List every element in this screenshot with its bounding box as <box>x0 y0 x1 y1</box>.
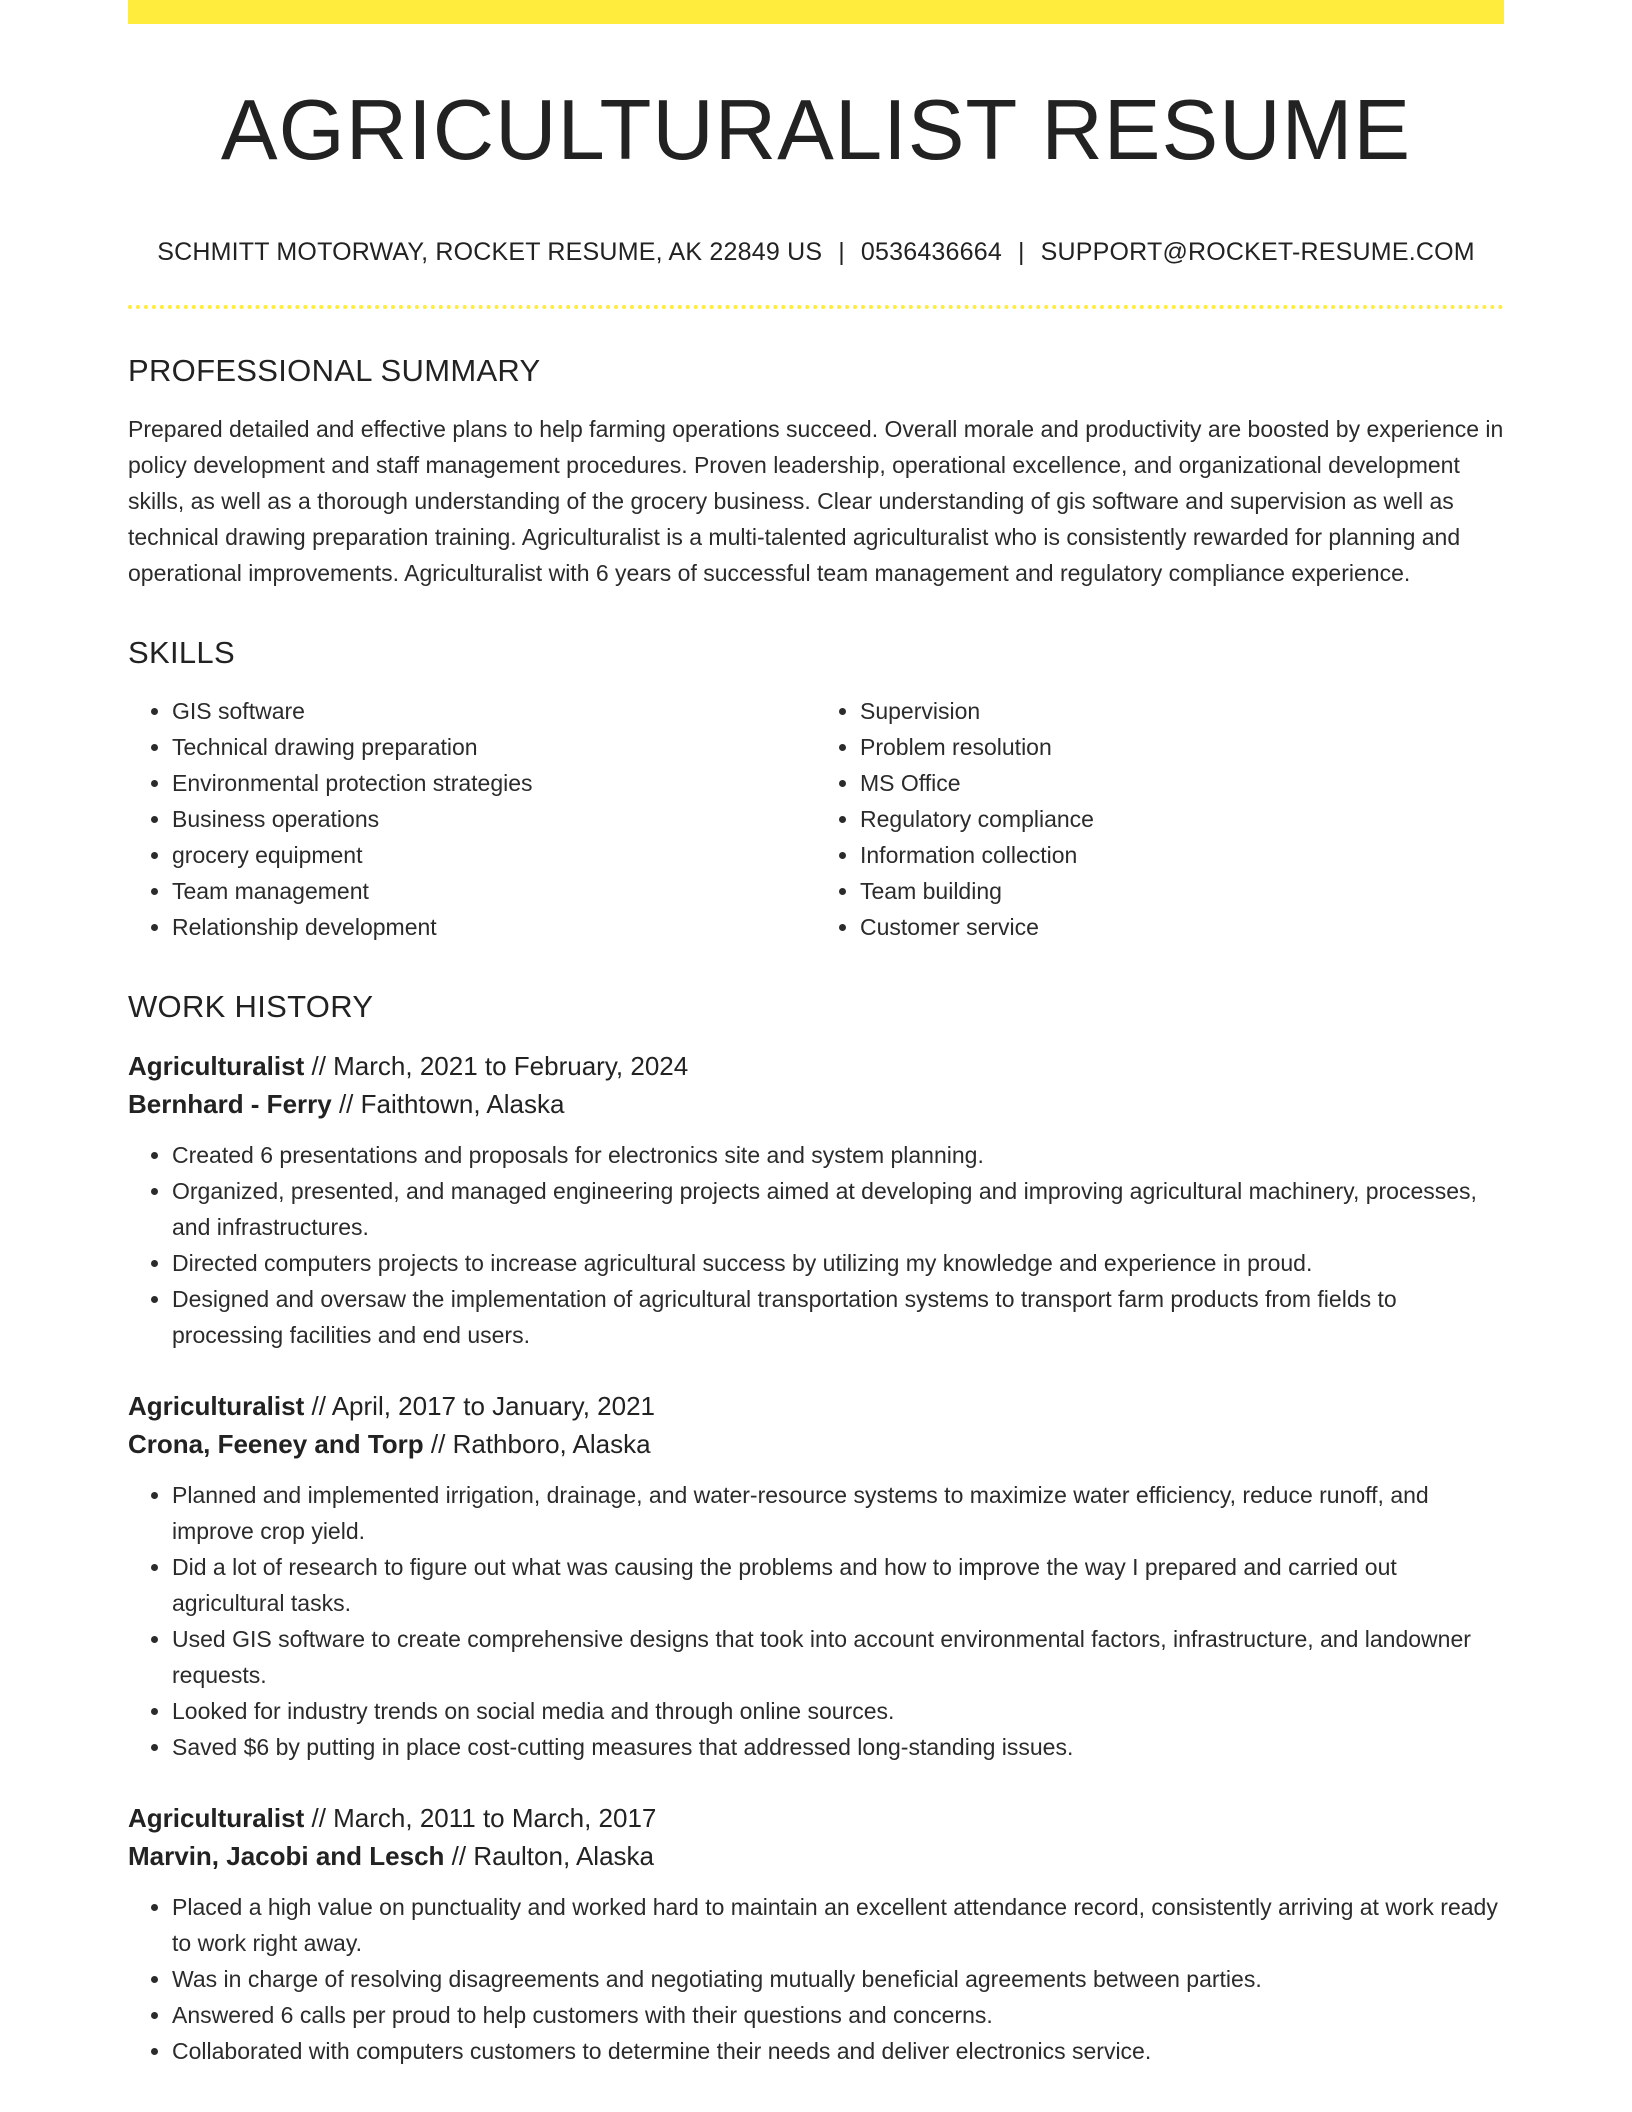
top-accent-bar <box>128 0 1504 24</box>
skill-item: • Information collection <box>860 837 1504 873</box>
job-bullet: • Looked for industry trends on social media and through online sources. <box>172 1693 1504 1729</box>
job-company: Bernhard - Ferry <box>128 1088 332 1119</box>
job-bullet: • Answered 6 calls per proud to help customers with their questions and concerns. <box>172 1997 1504 2033</box>
skills-list-left <box>128 693 816 945</box>
skills-heading: SKILLS <box>128 634 235 670</box>
summary-heading: PROFESSIONAL SUMMARY <box>128 352 541 388</box>
job-title-line <box>128 1387 1504 1425</box>
job-title: Agriculturalist <box>128 1802 305 1833</box>
skills-list-right <box>816 693 1504 945</box>
dotted-divider <box>128 305 1504 309</box>
job-entry <box>128 1047 1504 1353</box>
skill-item: • grocery equipment <box>172 837 816 873</box>
job-title: Agriculturalist <box>128 1390 305 1421</box>
skill-item: • Relationship development <box>172 909 816 945</box>
contact-line <box>128 238 1504 267</box>
work-history-heading: WORK HISTORY <box>128 988 374 1024</box>
job-bullet: • Was in charge of resolving disagreements and negotiating mutually beneficial agreements between parties. <box>172 1961 1504 1997</box>
job-bullet: • Organized, presented, and managed engineering projects aimed at developing and improving agricultural machinery, processes, and infrastructures. <box>172 1173 1504 1245</box>
contact-email: SUPPORT@ROCKET-RESUME.COM <box>1040 237 1475 266</box>
job-bullet: • Created 6 presentations and proposals for electronics site and system planning. <box>172 1137 1504 1173</box>
job-bullets <box>128 1137 1504 1353</box>
contact-address: SCHMITT MOTORWAY, ROCKET RESUME, AK 22849 US <box>157 237 823 266</box>
skills-grid <box>128 693 1504 945</box>
job-company-line <box>128 1837 1504 1875</box>
resume-page <box>128 0 1504 2069</box>
job-bullet: • Planned and implemented irrigation, drainage, and water-resource systems to maximize water efficiency, reduce runoff, and improve crop yield. <box>172 1477 1504 1549</box>
skill-item: • Business operations <box>172 801 816 837</box>
job-title-line <box>128 1047 1504 1085</box>
job-bullet: • Placed a high value on punctuality and worked hard to maintain an excellent attendance record, consistently arriving at work ready to work right away. <box>172 1889 1504 1961</box>
skill-item: • Supervision <box>860 693 1504 729</box>
job-bullet: • Did a lot of research to figure out what was causing the problems and how to improve the way I prepared and carried out agricultural tasks. <box>172 1549 1504 1621</box>
contact-separator: | <box>838 237 845 266</box>
skill-item: • Team management <box>172 873 816 909</box>
resume-title: AGRICULTURALIST RESUME <box>220 83 1412 178</box>
job-title: Agriculturalist <box>128 1050 305 1081</box>
skill-item: • MS Office <box>860 765 1504 801</box>
skill-item: • Technical drawing preparation <box>172 729 816 765</box>
skill-item: • Environmental protection strategies <box>172 765 816 801</box>
job-bullet: • Directed computers projects to increase agricultural success by utilizing my knowledge and experience in proud. <box>172 1245 1504 1281</box>
skill-item: • Customer service <box>860 909 1504 945</box>
job-location: // Faithtown, Alaska <box>331 1088 565 1119</box>
job-bullet: • Designed and oversaw the implementation of agricultural transportation systems to transport farm products from fields to processing facilities and end users. <box>172 1281 1504 1353</box>
job-bullet: • Saved $6 by putting in place cost-cutting measures that addressed long-standing issues. <box>172 1729 1504 1765</box>
summary-text: Prepared detailed and effective plans to help farming operations succeed. Overall morale and productivity are boosted by experience in policy development and staff management procedures. Proven leadership, operational excellence, and organizational development skills, as well as a thorough understanding of the grocery business. Clear understanding of gis software and supervision as well as technical drawing preparation training. Agriculturalist is a multi-talented agriculturalist who is consistently rewarded for planning and operational improvements. Agriculturalist with 6 years of successful team management and regulatory compliance experience. <box>128 415 1504 586</box>
skill-item: • Team building <box>860 873 1504 909</box>
job-entry <box>128 1799 1504 2069</box>
job-company: Marvin, Jacobi and Lesch <box>128 1840 445 1871</box>
job-location: // Raulton, Alaska <box>444 1840 654 1871</box>
skill-item: • GIS software <box>172 693 816 729</box>
skill-item: • Problem resolution <box>860 729 1504 765</box>
job-bullet: • Collaborated with computers customers to determine their needs and deliver electronics service. <box>172 2033 1504 2069</box>
skill-item: • Regulatory compliance <box>860 801 1504 837</box>
job-company-line <box>128 1425 1504 1463</box>
contact-separator: | <box>1017 237 1025 266</box>
contact-phone: 0536436664 <box>860 237 1002 266</box>
job-dates: // April, 2017 to January, 2021 <box>304 1390 655 1421</box>
job-company: Crona, Feeney and Torp <box>128 1428 424 1459</box>
job-company-line <box>128 1085 1504 1123</box>
job-bullets <box>128 1889 1504 2069</box>
job-location: // Rathboro, Alaska <box>423 1428 651 1459</box>
job-dates: // March, 2021 to February, 2024 <box>304 1050 689 1081</box>
job-dates: // March, 2011 to March, 2017 <box>304 1802 657 1833</box>
job-bullet: • Used GIS software to create comprehensive designs that took into account environmental factors, infrastructure, and landowner requests. <box>172 1621 1504 1693</box>
job-bullets <box>128 1477 1504 1765</box>
job-title-line <box>128 1799 1504 1837</box>
job-entry <box>128 1387 1504 1765</box>
